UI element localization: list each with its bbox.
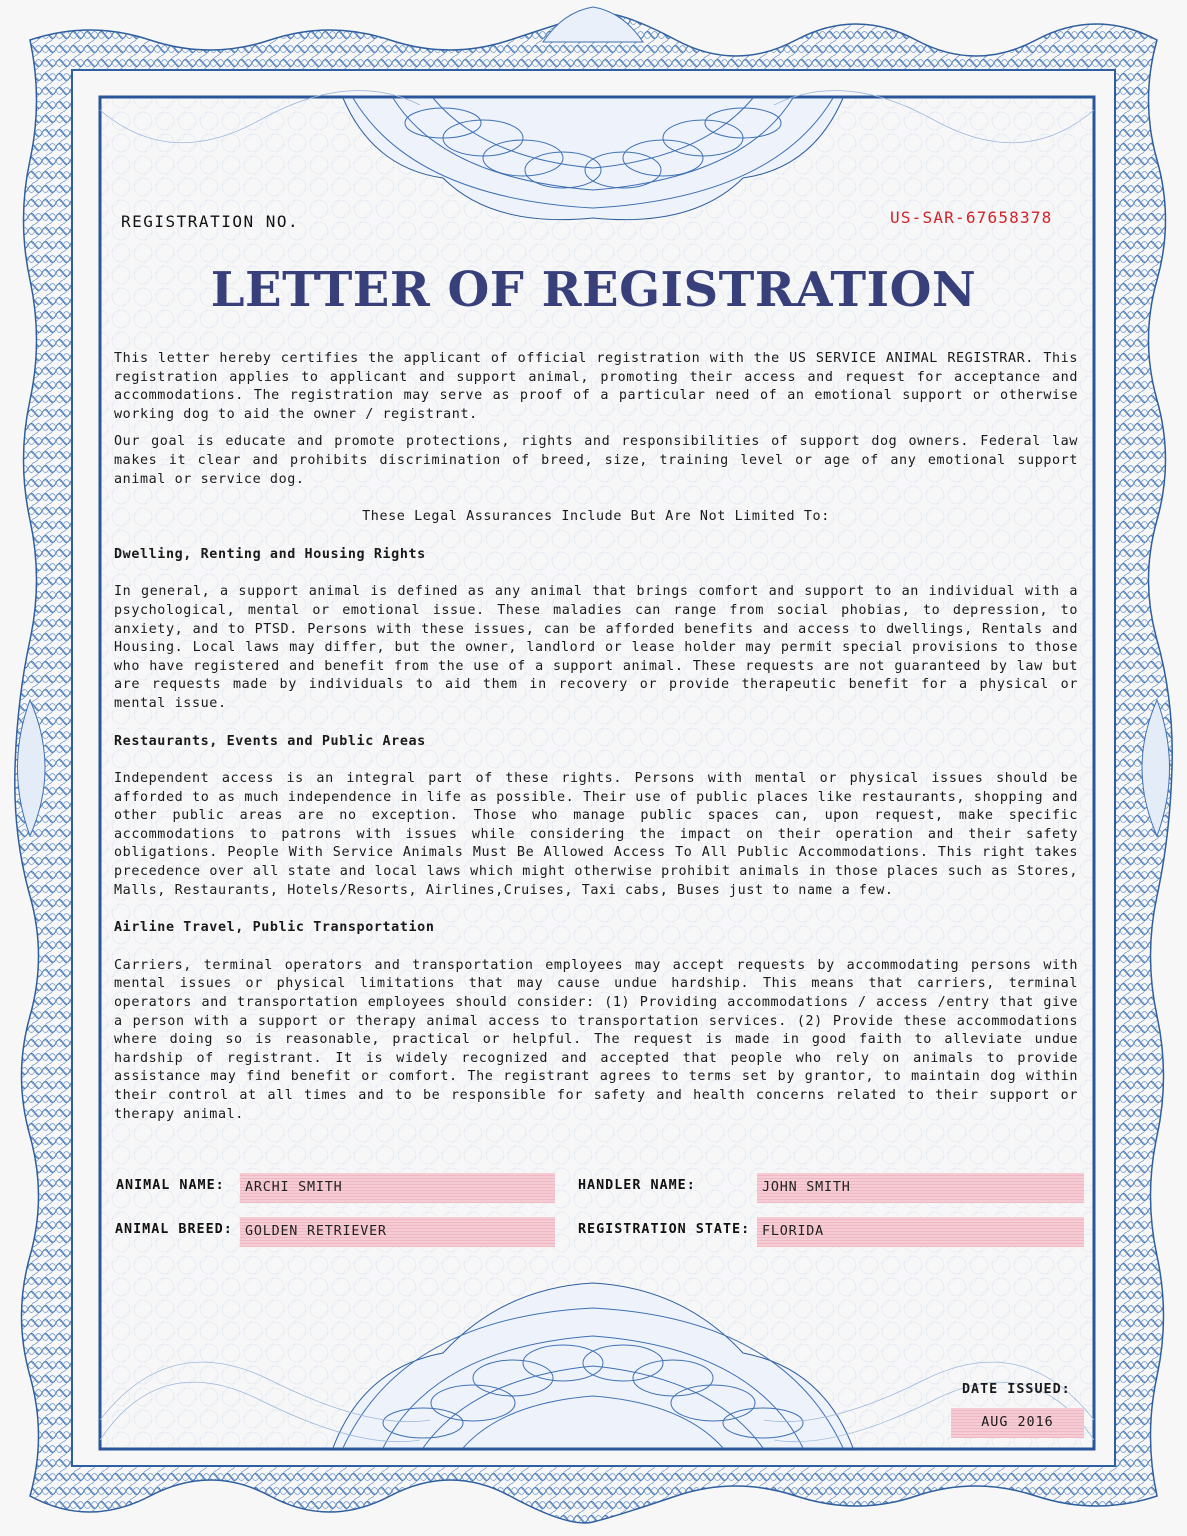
registration-label: REGISTRATION NO. [121,212,300,231]
animal-breed-field: GOLDEN RETRIEVER [240,1217,555,1247]
page-title: LETTER OF REGISTRATION [210,262,977,318]
section-heading-housing: Dwelling, Renting and Housing Rights [114,546,426,562]
assurances-intro: These Legal Assurances Include But Are Not Limited To: [362,509,830,525]
section-text-transport: Carriers, terminal operators and transportation employees may accept requests by accommodating persons with mental issues or physical limitations that may cause undue hardship. This means that carriers, terminal operators and transportation employees should consider: (1) Providing accommodations / access /entry that give a person with a support or therapy animal access to transportation services. (2) Provide these accommodations where doing so is reasonable, practical or helpful. The request is made in good faith to alleviate undue hardship of registrant. It is widely recognized and accepted that people who rely on animals to provide assistance may find benefit or comfort. The registrant agrees to terms set by grantor, to maintain dog within their control at all times and to be responsible for safety and health concerns related to their support or therapy animal. [114,957,1078,1122]
section-text-public: Independent access is an integral part of these rights. Persons with mental or physical issues should be afforded to as much independence in life as possible. Their use of public places like restaurants, shopping and other public areas are no exception. Those who manage public spaces can, upon request, make specific accommodations to patrons with issues while considering the impact on their operation and their safety obligations. People With Service Animals Must Be Allowed Access To All Public Accommodations. This right takes precedence over all state and local laws which might otherwise prohibit animals in those places such as Stores, Malls, Restaurants, Hotels/Resorts, Airlines,Cruises, Taxi cabs, Buses just to name a few. [114,771,1078,898]
date-issued-field: AUG 2016 [951,1408,1084,1438]
registration-number: US-SAR-67658378 [890,208,1053,227]
animal-name-field: ARCHI SMITH [240,1173,555,1203]
handler-name-label: HANDLER NAME: [578,1178,696,1193]
date-issued-label: DATE ISSUED: [962,1382,1071,1397]
handler-name-field: JOHN SMITH [757,1173,1084,1203]
intro-paragraph: This letter hereby certifies the applicant of official registration with the US SERVICE ANIMAL REGISTRAR. This registration applies to applicant and support animal, promoting their access and request for acceptance and accommodations. The registration may serve as proof of a particular need of an emotional support or otherwise working dog to aid the owner / registrant. [114,351,1078,422]
section-heading-transport: Airline Travel, Public Transportation [114,920,435,936]
animal-name-label: ANIMAL NAME: [116,1178,225,1193]
animal-breed-label: ANIMAL BREED: [115,1222,233,1237]
section-heading-public: Restaurants, Events and Public Areas [114,733,426,749]
certificate-body [114,350,1078,1124]
intro-paragraph: Our goal is educate and promote protections, rights and responsibilities of support dog owners. Federal law makes it clear and prohibits discrimination of breed, size, training level or age of any emotional support animal or service dog. [114,434,1078,487]
registration-state-field: FLORIDA [757,1217,1084,1247]
registration-state-label: REGISTRATION STATE: [578,1222,751,1237]
section-text-housing: In general, a support animal is defined as any animal that brings comfort and support to an individual with a psychological, mental or emotional issue. These maladies can range from social phobias, to depression, to anxiety, and to PTSD. Persons with these issues, can be afforded benefits and access to dwellings, Rentals and Housing. Local laws may differ, but the owner, landlord or lease holder may permit special provisions to those who have registered and benefit from the use of a support animal. These requests are not guaranteed by law but are requests made by individuals to aid them in recovery or provide therapeutic benefit for a physical or mental issue. [114,584,1078,711]
